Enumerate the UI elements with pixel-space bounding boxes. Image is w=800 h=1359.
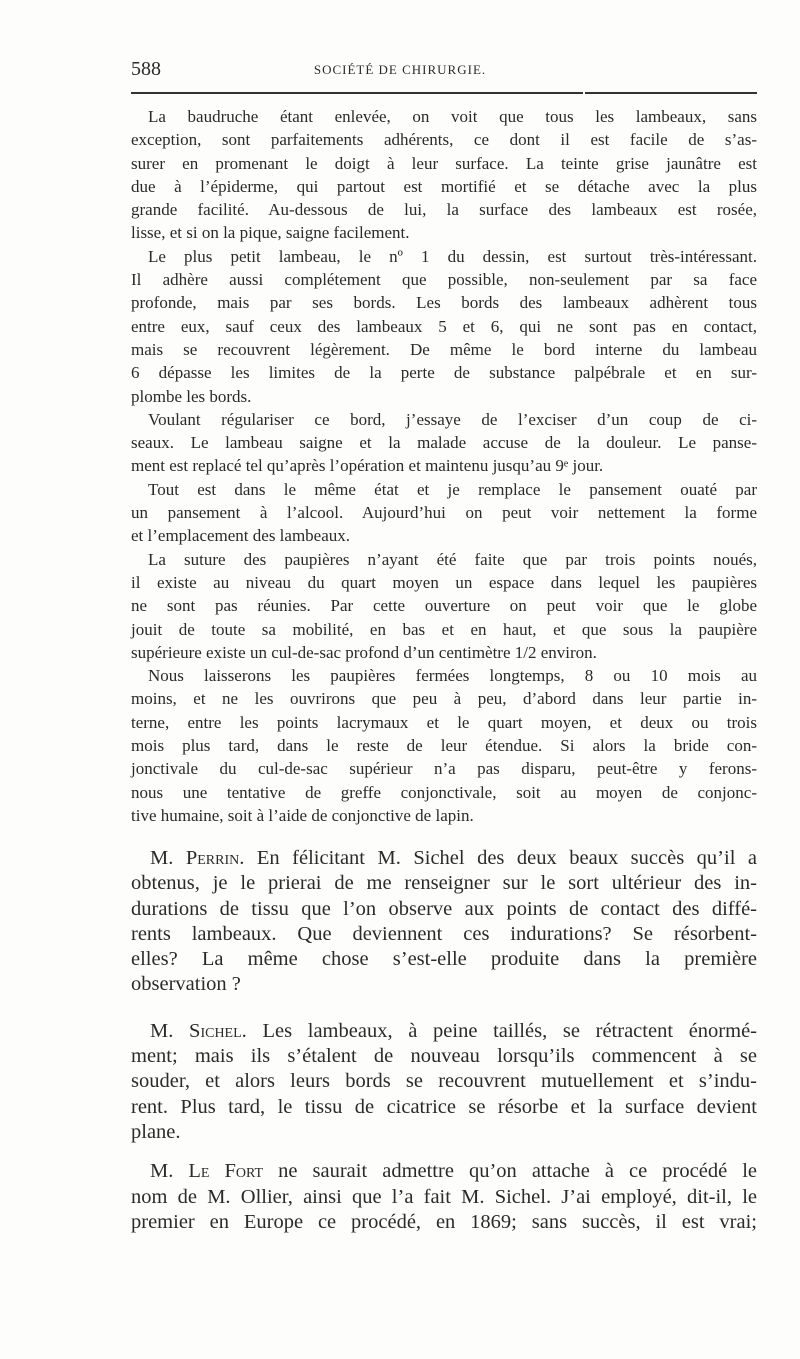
text-line: ment; mais ils s’étalent de nouveau lorsqu’ils commencent à se	[131, 1045, 757, 1068]
text-line	[131, 1019, 757, 1044]
text-line: il existe au niveau du quart moyen un espace dans lequel les paupières	[131, 572, 757, 592]
text-line: Voulant régulariser ce bord, j’essaye de l’exciser d’un coup de ci-	[148, 409, 757, 429]
paragraph	[131, 408, 757, 478]
paragraph	[131, 105, 757, 245]
text-line: un pansement à l’alcool. Aujourd’hui on peut voir nettement la forme	[131, 503, 757, 523]
text-line: tive humaine, soit à l’aide de conjonctive de lapin.	[131, 805, 474, 825]
text-line: observation ?	[131, 973, 241, 996]
speaker-remark: . En félicitant M. Sichel des deux beaux succès qu’il a	[239, 847, 757, 869]
text-line: Le plus petit lambeau, le nº 1 du dessin, est surtout très-intéressant.	[148, 246, 757, 266]
text-line: ment est replacé tel qu’après l’opération et maintenu jusqu’au 9ᵉ jour.	[131, 456, 604, 476]
text-line: Il adhère aussi complétement que possible, non-seulement par sa face	[131, 270, 757, 290]
text-line: lisse, et si on la pique, saigne facilement.	[131, 223, 410, 243]
paragraph	[131, 478, 757, 548]
text-line: nous une tentative de greffe conjonctivale, soit au moyen de conjonc-	[131, 782, 757, 802]
text-line: La baudruche étant enlevée, on voit que tous les lambeaux, sans	[148, 107, 757, 126]
text-line: plane.	[131, 1120, 181, 1143]
text-line: et l’emplacement des lambeaux.	[131, 526, 351, 546]
text-line: exception, sont parfaitements adhérents, ce dont il est facile de s’as-	[131, 130, 757, 150]
speaker-prefix: M.	[150, 847, 186, 869]
text-line: elles? La même chose s’est-elle produite dans la première	[131, 948, 757, 971]
speaker-paragraph	[131, 1019, 757, 1145]
speaker-prefix: M.	[150, 1019, 190, 1042]
text-line: obtenus, je le prierai de me renseigner sur le sort ultérieur des in-	[131, 872, 757, 895]
text-line: jouit de toute sa mobilité, en bas et en haut, et que sous la paupière	[131, 619, 757, 639]
text-line: Tout est dans le même état et je remplace le pansement ouaté par	[148, 479, 757, 499]
text-line: mois plus tard, dans le reste de leur étendue. Si alors la bride con-	[131, 736, 757, 756]
speaker-paragraph	[131, 846, 757, 998]
body-text-discussion	[131, 846, 757, 1235]
text-line: durations de tissu que l’on observe aux points de contact des diffé-	[131, 897, 757, 920]
text-line: due à l’épiderme, qui partout est mortifié et se détache avec la plus	[131, 176, 757, 196]
speaker-remark: ne saurait admettre qu’on attache à ce procédé le	[263, 1160, 758, 1183]
header-rule	[131, 92, 583, 94]
header-rule	[585, 92, 757, 94]
text-line: plombe les bords.	[131, 386, 252, 406]
text-line: nom de M. Ollier, ainsi que l’a fait M. Sichel. J’ai employé, dit-il, le	[131, 1185, 757, 1208]
text-line: moins, et ne les ouvrirons que peu à peu, d’abord dans leur partie in-	[131, 689, 757, 709]
text-line: jonctivale du cul-de-sac supérieur n’a pas disparu, peut-être y ferons-	[131, 759, 757, 779]
speaker-name: Perrin	[185, 847, 240, 869]
speaker-prefix: M.	[150, 1160, 189, 1183]
speaker-name: Le Fort	[188, 1160, 264, 1183]
text-line	[131, 846, 757, 871]
text-line: surer en promenant le doigt à leur surface. La teinte grise jaunâtre est	[131, 153, 757, 173]
text-line: entre eux, sauf ceux des lambeaux 5 et 6, qui ne sont pas en contact,	[131, 316, 757, 336]
text-line: grande facilité. Au-dessous de lui, la surface des lambeaux est rosée,	[131, 200, 757, 220]
body-text-small	[131, 105, 757, 827]
speaker-remark: . Les lambeaux, à peine taillés, se rétractent énormé-	[241, 1019, 758, 1042]
paragraph	[131, 245, 757, 408]
paragraph	[131, 664, 757, 827]
text-line: La suture des paupières n’ayant été faite que par trois points noués,	[148, 549, 757, 569]
text-line: souder, et alors leurs bords se recouvrent mutuellement et s’indu-	[131, 1070, 757, 1093]
text-line: rents lambeaux. Que deviennent ces indurations? Se résorbent-	[131, 922, 757, 945]
speaker-name: Sichel	[189, 1019, 242, 1042]
page-number: 588	[131, 58, 161, 80]
text-line: seaux. Le lambeau saigne et la malade accuse de la douleur. Le panse-	[131, 433, 757, 453]
text-line: 6 dépasse les limites de la perte de substance palpébrale et en sur-	[131, 363, 757, 383]
text-line: premier en Europe ce procédé, en 1869; sans succès, il est vrai;	[131, 1210, 757, 1233]
running-title: SOCIÉTÉ DE CHIRURGIE.	[313, 62, 487, 77]
text-line: mais se recouvrent légèrement. De même le bord interne du lambeau	[131, 339, 757, 359]
text-line: Nous laisserons les paupières fermées longtemps, 8 ou 10 mois au	[148, 666, 757, 686]
text-line: ne sont pas réunies. Par cette ouverture on peut voir que le globe	[131, 596, 757, 616]
text-line: profonde, mais par ses bords. Les bords des lambeaux adhèrent tous	[131, 293, 757, 313]
text-line	[131, 1159, 757, 1184]
text-line: rent. Plus tard, le tissu de cicatrice se résorbe et la surface devient	[131, 1095, 757, 1118]
speaker-paragraph	[131, 1159, 757, 1235]
paragraph	[131, 548, 757, 664]
text-line: supérieure existe un cul-de-sac profond d’un centimètre 1/2 environ.	[131, 642, 597, 662]
text-line: terne, entre les points lacrymaux et le quart moyen, et deux ou trois	[131, 712, 757, 732]
